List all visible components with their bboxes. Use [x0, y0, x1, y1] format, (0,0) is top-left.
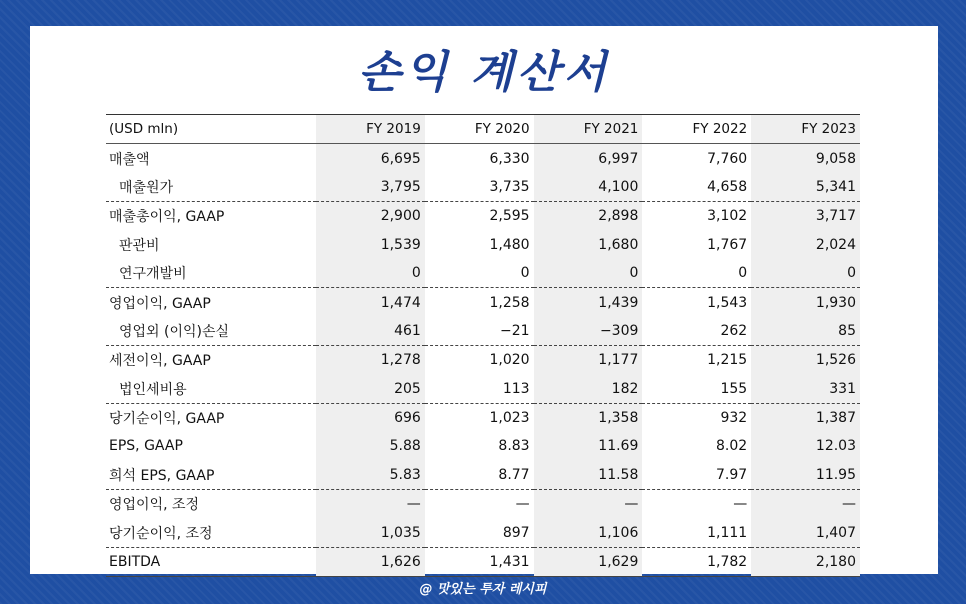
unit-header: (USD mln) [106, 115, 316, 144]
table-cell: 0 [534, 259, 643, 288]
row-label: 당기순이익, 조정 [106, 518, 316, 547]
table-cell: 932 [720, 410, 748, 427]
table-cell: 2,900 [316, 202, 425, 231]
table-cell: 1,767 [707, 236, 748, 253]
table-cell: — [733, 496, 748, 513]
table-cell: 6,695 [316, 144, 425, 173]
table-cell: 4,658 [642, 173, 751, 202]
table-cell: 1,629 [534, 547, 643, 576]
row-label: 영업이익, GAAP [109, 295, 211, 312]
row-label: 판관비 [119, 237, 160, 254]
table-cell: 3,102 [707, 208, 748, 225]
table-row [106, 461, 860, 490]
row-label: 매출원가 [106, 173, 316, 202]
income-statement-card [30, 26, 938, 574]
table-cell: 5,341 [751, 173, 860, 202]
table-cell: 1,387 [751, 403, 860, 432]
table-row [106, 518, 860, 547]
table-row [106, 288, 860, 317]
table-cell: — [515, 496, 530, 513]
table-cell: 1,111 [642, 518, 751, 547]
table-cell: 3,717 [751, 202, 860, 231]
column-header: FY 2020 [425, 115, 534, 144]
table-cell: 1,439 [534, 288, 643, 317]
table-cell: 6,997 [534, 144, 643, 173]
table-cell: 1,526 [751, 346, 860, 375]
table-cell: 11.58 [534, 461, 643, 490]
table-cell: 12.03 [751, 432, 860, 460]
watermark-text: @ 맛있는 투자 레시피 [419, 582, 547, 597]
table-cell: 1,626 [316, 547, 425, 576]
table-row [106, 173, 860, 202]
table-cell: 1,035 [316, 518, 425, 547]
table-row [106, 202, 860, 231]
row-label: 세전이익, GAAP [109, 353, 211, 370]
table-cell: 8.77 [425, 461, 534, 490]
column-header: FY 2019 [316, 115, 425, 144]
table-row [106, 259, 860, 288]
table-cell: 0 [316, 259, 425, 288]
table-cell: 1,407 [751, 518, 860, 547]
table-cell: 8.02 [716, 438, 748, 455]
table-cell: 5.88 [316, 432, 425, 460]
table-cell: 9,058 [751, 144, 860, 173]
table-cell: 6,330 [489, 150, 530, 167]
table-cell: 1,680 [534, 231, 643, 259]
column-header: FY 2023 [751, 115, 860, 144]
table-cell: 461 [316, 317, 425, 346]
table-cell: 182 [534, 375, 643, 404]
table-row [106, 346, 860, 375]
row-label: 매출액 [109, 151, 150, 168]
table-cell: 3,795 [316, 173, 425, 202]
row-label: 영업외 (이익)손실 [106, 317, 316, 346]
table-row [106, 432, 860, 460]
table-cell: 1,782 [642, 547, 751, 576]
table-cell: 262 [642, 317, 751, 346]
row-label: 희석 EPS, GAAP [106, 461, 316, 490]
table-cell: 1,258 [489, 294, 530, 311]
table-row [106, 403, 860, 432]
table-cell: 1,480 [489, 236, 530, 253]
table-row [106, 144, 860, 173]
row-label: EBITDA [106, 547, 316, 576]
column-header: FY 2022 [642, 115, 751, 144]
table-row [106, 317, 860, 346]
table-cell: 1,177 [534, 346, 643, 375]
table-cell: 7.97 [642, 461, 751, 490]
table-cell: 1,106 [534, 518, 643, 547]
table-cell: 1,539 [316, 231, 425, 259]
table-cell: 897 [425, 518, 534, 547]
table-cell: — [534, 490, 643, 519]
table-row [106, 490, 860, 519]
table-cell: 1,358 [534, 403, 643, 432]
table-cell: 2,180 [751, 547, 860, 576]
table-cell: 1,020 [489, 352, 530, 369]
row-label: 법인세비용 [106, 375, 316, 404]
column-header: FY 2021 [534, 115, 643, 144]
table-cell: 11.69 [534, 432, 643, 460]
table-row [106, 231, 860, 259]
table-cell: 2,024 [751, 231, 860, 259]
table-cell: 1,215 [707, 352, 748, 369]
table-cell: −21 [425, 317, 534, 346]
table-cell: 113 [425, 375, 534, 404]
page-title: 손익 계산서 [358, 47, 610, 98]
row-label: 영업이익, 조정 [109, 497, 200, 514]
table-cell: 8.83 [498, 438, 530, 455]
table-cell: 0 [642, 259, 751, 288]
table-cell: — [316, 490, 425, 519]
income-statement-table [106, 114, 860, 577]
table-cell: 0 [751, 259, 860, 288]
table-cell: 1,930 [751, 288, 860, 317]
table-cell: 1,474 [316, 288, 425, 317]
table-cell: 155 [642, 375, 751, 404]
row-label: 매출총이익, GAAP [109, 209, 225, 226]
table-cell: 11.95 [751, 461, 860, 490]
table-row [106, 375, 860, 404]
table-cell: 331 [751, 375, 860, 404]
table-cell: 1,023 [489, 410, 530, 427]
table-cell: 696 [316, 403, 425, 432]
table-row [106, 547, 860, 576]
table-cell: 0 [425, 259, 534, 288]
table-cell: 1,543 [707, 294, 748, 311]
row-label: EPS, GAAP [109, 438, 183, 455]
row-label: 연구개발비 [106, 259, 316, 288]
table-header-row [106, 115, 860, 144]
table-cell: 3,735 [425, 173, 534, 202]
row-label: 당기순이익, GAAP [109, 411, 225, 428]
table-cell: 1,278 [316, 346, 425, 375]
table-cell: 5.83 [316, 461, 425, 490]
table-cell: 2,898 [534, 202, 643, 231]
table-cell: −309 [534, 317, 643, 346]
table-cell: 1,431 [425, 547, 534, 576]
table-cell: 4,100 [534, 173, 643, 202]
table-cell: 205 [316, 375, 425, 404]
table-cell: 7,760 [707, 150, 748, 167]
table-cell: 2,595 [489, 208, 530, 225]
table-cell: — [751, 490, 860, 519]
table-cell: 85 [751, 317, 860, 346]
